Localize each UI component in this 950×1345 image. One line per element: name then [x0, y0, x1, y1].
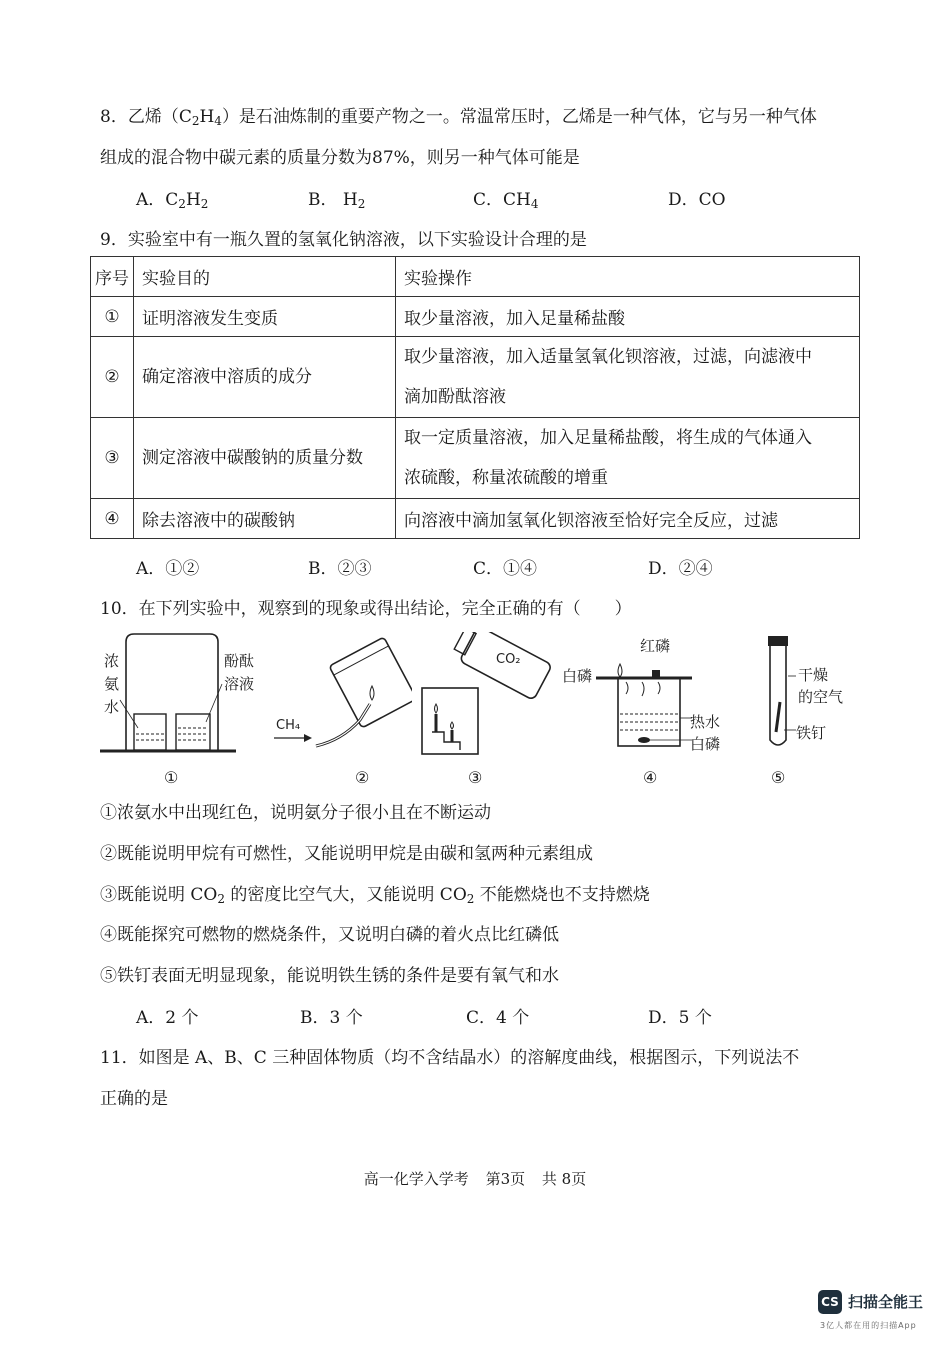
q11-line1: 11．如图是 A、B、C 三种固体物质（均不含结晶水）的溶解度曲线，根据图示，下列说法不: [100, 1048, 800, 1068]
figure-number-1: ①: [164, 768, 179, 787]
row-no: ②: [91, 337, 134, 418]
op-line: 浓硫酸，称量浓硫酸的增重: [404, 468, 608, 488]
label-tieding: 铁钉: [796, 724, 827, 742]
figure-3-diagram: [414, 632, 554, 757]
row-operation: 取少量溶液，加入足量稀盐酸: [396, 297, 860, 337]
row-operation: 向溶液中滴加氢氧化钡溶液至恰好完全反应，过滤: [396, 499, 860, 539]
label-dekongqi: 的空气: [798, 688, 844, 706]
footer-page: 第3页: [485, 1170, 526, 1188]
q10-option-a: A．2 个: [136, 1008, 199, 1028]
q11-line2: 正确的是: [100, 1089, 168, 1109]
q10-statement-4: ④既能探究可燃物的燃烧条件，又说明白磷的着火点比红磷低: [100, 925, 559, 945]
q9-option-a: A．①②: [136, 559, 200, 579]
label-ganzao: 干燥: [798, 666, 829, 684]
row-purpose: 除去溶液中的碳酸钠: [134, 499, 396, 539]
row-no: ④: [91, 499, 134, 539]
q8-line1: 8．乙烯$(C_2H_4)$是石油炼制的重要产物之一。常温常压时，乙烯是一种气体，它与另一种气体: [100, 107, 817, 128]
footer-total: 共 8页: [541, 1170, 587, 1188]
q8-option-b: B． $H_2$: [308, 190, 366, 211]
row-operation: [396, 337, 860, 418]
header-operation: 实验操作: [396, 257, 860, 297]
table-row: [91, 297, 860, 337]
table-row: [91, 337, 860, 418]
q8-line2: 组成的混合物中碳元素的质量分数为87%，则另一种气体可能是: [100, 148, 580, 168]
q8-option-a: A．$C_2H_2$: [136, 190, 209, 211]
camscanner-tagline: 3亿人都在用的扫描App: [820, 1321, 917, 1330]
q9-option-b: B．②③: [308, 559, 372, 579]
q9-table: [90, 256, 860, 539]
figure-number-3: ③: [468, 768, 483, 787]
row-no: ③: [91, 418, 134, 499]
figure-2-diagram: [272, 628, 412, 753]
label-nong: 浓: [104, 652, 120, 670]
label-shui: 水: [104, 698, 120, 716]
label-co2: CO₂: [496, 652, 521, 667]
camscanner-logo-icon: CS: [818, 1290, 842, 1314]
table-row: [91, 499, 860, 539]
q10-statement-1: ①浓氨水中出现红色，说明氨分子很小且在不断运动: [100, 803, 491, 823]
figure-number-2: ②: [355, 768, 370, 787]
q10-stem: 10．在下列实验中，观察到的现象或得出结论，完全正确的有（ ）: [100, 599, 632, 619]
label-an: 氨: [104, 675, 120, 693]
figure-number-5: ⑤: [771, 768, 786, 787]
row-purpose: 确定溶液中溶质的成分: [134, 337, 396, 418]
q10-statement-3: ③既能说明 $CO_2$ 的密度比空气大，又能说明 $CO_2$ 不能燃烧也不支持燃烧: [100, 885, 650, 906]
q10-statement-2: ②既能说明甲烷有可燃性，又能说明甲烷是由碳和氢两种元素组成: [100, 844, 593, 864]
row-purpose: 测定溶液中碳酸钠的质量分数: [134, 418, 396, 499]
label-bailin: 白磷: [562, 667, 593, 685]
op-line: 取少量溶液，加入适量氢氧化钡溶液，过滤，向滤液中: [404, 347, 812, 367]
label-rongye: 溶液: [224, 675, 255, 693]
label-honglin: 红磷: [640, 637, 671, 655]
q9-option-d: D．②④: [648, 559, 713, 579]
label-fenzhi: 酚酞: [224, 652, 255, 670]
figure-number-4: ④: [643, 768, 658, 787]
row-purpose: 证明溶液发生变质: [134, 297, 396, 337]
q10-option-c: C．4 个: [466, 1008, 530, 1028]
footer-title: 高一化学入学考: [363, 1170, 469, 1188]
op-line: 滴加酚酞溶液: [404, 387, 506, 407]
header-purpose: 实验目的: [134, 257, 396, 297]
q10-option-b: B．3 个: [300, 1008, 363, 1028]
label-ch4: CH₄: [276, 718, 301, 733]
q9-stem: 9．实验室中有一瓶久置的氢氧化钠溶液，以下实验设计合理的是: [100, 230, 587, 250]
header-no: 序号: [91, 257, 134, 297]
page-footer: [0, 1168, 950, 1189]
q8-option-c: C．$CH_4$: [473, 190, 539, 211]
camscanner-name: 扫描全能王: [848, 1293, 924, 1311]
table-row: [91, 418, 860, 499]
table-header-row: [91, 257, 860, 297]
q10-option-d: D．5 个: [648, 1008, 712, 1028]
op-line: 取一定质量溶液，加入足量稀盐酸，将生成的气体通入: [404, 428, 812, 448]
label-bailin-2: 白磷: [690, 735, 721, 753]
row-operation: [396, 418, 860, 499]
q8-option-d: D．CO: [668, 190, 726, 210]
q10-statement-5: ⑤铁钉表面无明显现象，能说明铁生锈的条件是要有氧气和水: [100, 966, 559, 986]
q9-option-c: C．①④: [473, 559, 538, 579]
label-reshui: 热水: [690, 713, 721, 731]
row-no: ①: [91, 297, 134, 337]
